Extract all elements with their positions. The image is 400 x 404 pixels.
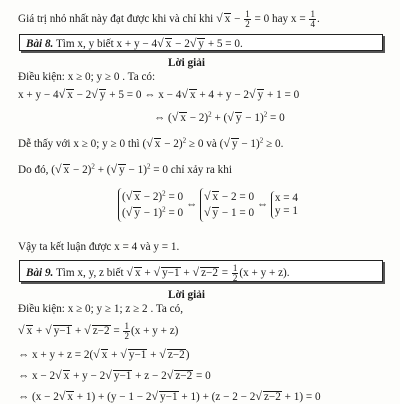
observation-line: Dễ thấy với x ≥ 0; y ≥ 0 thì (√ x − 2)$^2$ ≥ 0 và (√ y − 1)$^2$ ≥ 0. — [18, 136, 284, 150]
solution-heading-8: Lời giải — [168, 57, 205, 69]
equation-5: ⇔ x − 2√ x + y − 2√ y−1 + z − 2√ z−2 = 0 — [18, 368, 211, 382]
equation-1: x + y − 4√ x − 2√ y + 5 = 0 ⇔ x − 4√ x + 4 + y − 2√ y + 1 = 0 — [18, 87, 300, 101]
problem-9-box: Bài 9. Tìm x, y, z biết √ x + √ y−1 + √ z−2 = $\frac{1}{2}$ (x + y + z). — [19, 260, 383, 282]
system-equations: (√ x − 2)$^2$ = 0 (√ y − 1)$^2$ = 0 ⇔ √ x − 2 = 0 √ y − 1 = 0 ⇔ x = 4 y = 1 — [118, 188, 298, 222]
solution-heading-9: Lời giải — [168, 289, 205, 301]
problem-9-label: Bài 9. — [26, 267, 54, 280]
problem-8-label: Bài 8. — [26, 38, 54, 50]
therefore-line: Do đó, (√ x − 2)$^2$ + (√ y − 1)$^2$ = 0 chỉ xảy ra khi — [18, 162, 232, 176]
intro-line: Giá trị nhỏ nhất này đạt được khi và chỉ khi √ x − $\frac{1}{2}$ = 0 hay x = $\frac{1}{4}$ . — [18, 9, 320, 29]
condition-9: Điều kiện: x ≥ 0; y ≥ 1; z ≥ 2 . Ta có, — [18, 303, 184, 315]
condition-8: Điều kiện: x ≥ 0; y ≥ 0 . Ta có: — [18, 71, 156, 83]
conclusion-8: Vậy ta kết luận được x = 4 và y = 1. — [18, 241, 180, 253]
equation-4: ⇔ x + y + z = 2(√ x + √ y−1 + √ z−2) — [18, 347, 190, 361]
equation-3: √ x + √ y−1 + √ z−2 = $\frac{1}{2}$ (x + y + z) — [18, 321, 179, 341]
equation-6: ⇔ (x − 2√ x + 1) + (y − 1 − 2√ y−1 + 1) + (z − 2 − 2√ z−2 + 1) = 0 — [18, 389, 321, 403]
problem-8-box: Bài 8. Tìm x, y biết x + y − 4√ x − 2√ y + 5 = 0. — [19, 34, 383, 51]
equation-2: ⇔ (√ x − 2)$^2$ + (√ y − 1)$^2$ = 0 — [154, 110, 285, 124]
